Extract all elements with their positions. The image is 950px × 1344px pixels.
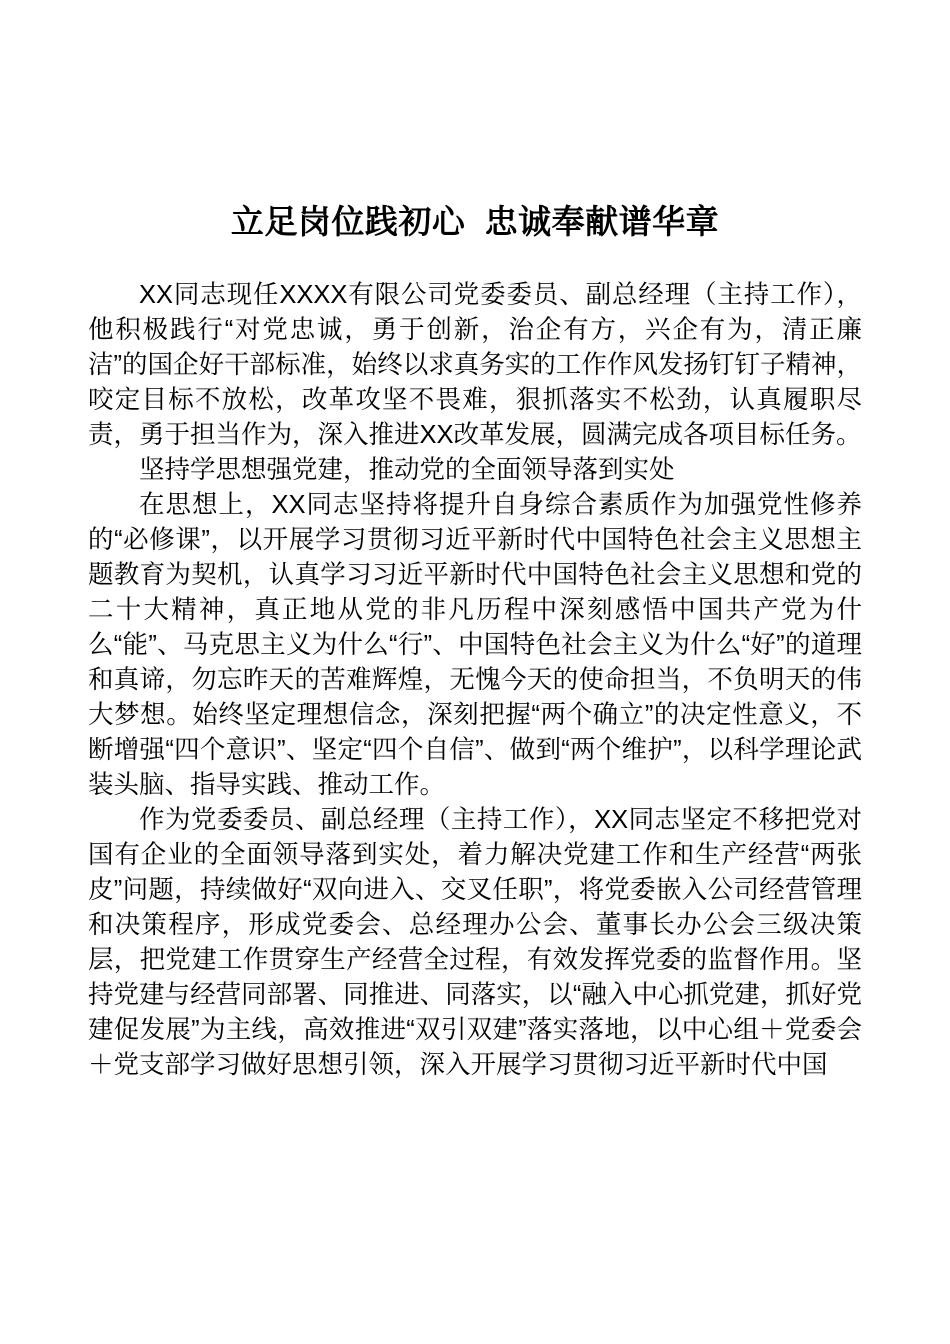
paragraph-leadership-body: 作为党委委员、副总经理（主持工作），XX同志坚定不移把党对国有企业的全面领导落到实处，着力解决党建工作和生产经营“两张皮”问题，持续做好“双向进入、交叉任职”，将党委嵌入公司经营管理和决策程序，形成党委会、总经理办公会、董事长办公会三级决策层，把党建工作贯穿生产经营全过程，有效发挥党委的监督作用。坚持党建与经营同部署、同推进、同落实，以“融入中心抓党建，抓好党建促发展”为主线，高效推进“双引双建”落实落地，以中心组＋党委会＋党支部学习做好思想引领，深入开展学习贯彻习近平新时代中国 (88, 806, 862, 1079)
paragraph-thought-body: 在思想上，XX同志坚持将提升自身综合素质作为加强党性修养的“必修课”，以开展学习贯彻习近平新时代中国特色社会主义思想主题教育为契机，认真学习习近平新时代中国特色社会主义思想和党的二十大精神，真正地从党的非凡历程中深刻感悟中国共产党为什么“能”、马克思主义为什么“行”、中国特色社会主义为什么“好”的道理和真谛，勿忘昨天的苦难辉煌，无愧今天的使命担当，不负明天的伟大梦想。始终坚定理想信念，深刻把握“两个确立”的决定性意义，不断增强“四个意识”、坚定“四个自信”、做到“两个维护”，以科学理论武装头脑、指导实践、推动工作。 (88, 491, 862, 799)
page-title: 立足岗位践初心 忠诚奉献谱华章 (230, 203, 720, 241)
paragraph-intro: XX同志现任XXXX有限公司党委委员、副总经理（主持工作），他积极践行“对党忠诚，勇于创新，治企有方，兴企有为，清正廉洁”的国企好干部标准，始终以求真务实的工作作风发扬钉钉子精神，咬定目标不放松，改革攻坚不畏难，狠抓落实不松劲，认真履职尽责，勇于担当作为，深入推进XX改革发展，圆满完成各项目标任务。 (88, 281, 862, 449)
document-body (88, 278, 862, 1083)
section-heading-1: 坚持学思想强党建，推动党的全面领导落到实处 (139, 456, 675, 484)
